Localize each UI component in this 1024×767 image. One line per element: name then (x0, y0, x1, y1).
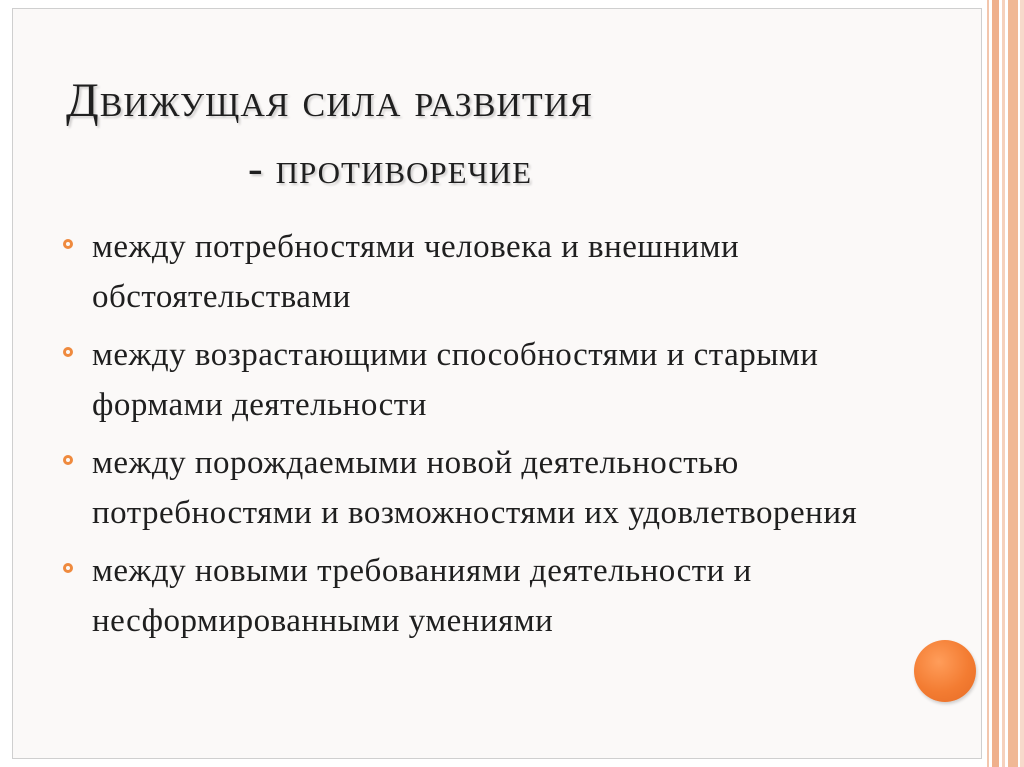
orange-ring-icon (63, 239, 73, 249)
orange-ring-icon (63, 563, 73, 573)
slide-subtitle: - противоречие (248, 144, 533, 193)
bullet-list (60, 222, 940, 654)
decorative-stripe (987, 0, 989, 767)
decorative-stripe (992, 0, 999, 767)
decorative-stripe (1008, 0, 1018, 767)
bullet-text: между потребностями человека и внешними обстоятельствами (92, 229, 740, 315)
decorative-stripe (1002, 0, 1005, 767)
bullet-item (60, 222, 940, 322)
bullet-text: между порождаемыми новой деятельностью потребностями и возможностями их удовлетворения (92, 445, 858, 531)
bullet-text: между новыми требованиями деятельности и несформированными умениями (92, 553, 752, 639)
decorative-stripe (1020, 0, 1024, 767)
orange-ring-icon (63, 347, 73, 357)
bullet-text: между возрастающими способностями и старыми формами деятельности (92, 337, 819, 423)
bullet-item (60, 438, 940, 538)
bullet-item (60, 330, 940, 430)
slide-title: Движущая сила развития (66, 74, 593, 127)
orange-dot-icon (914, 640, 976, 702)
orange-ring-icon (63, 455, 73, 465)
bullet-item (60, 546, 940, 646)
